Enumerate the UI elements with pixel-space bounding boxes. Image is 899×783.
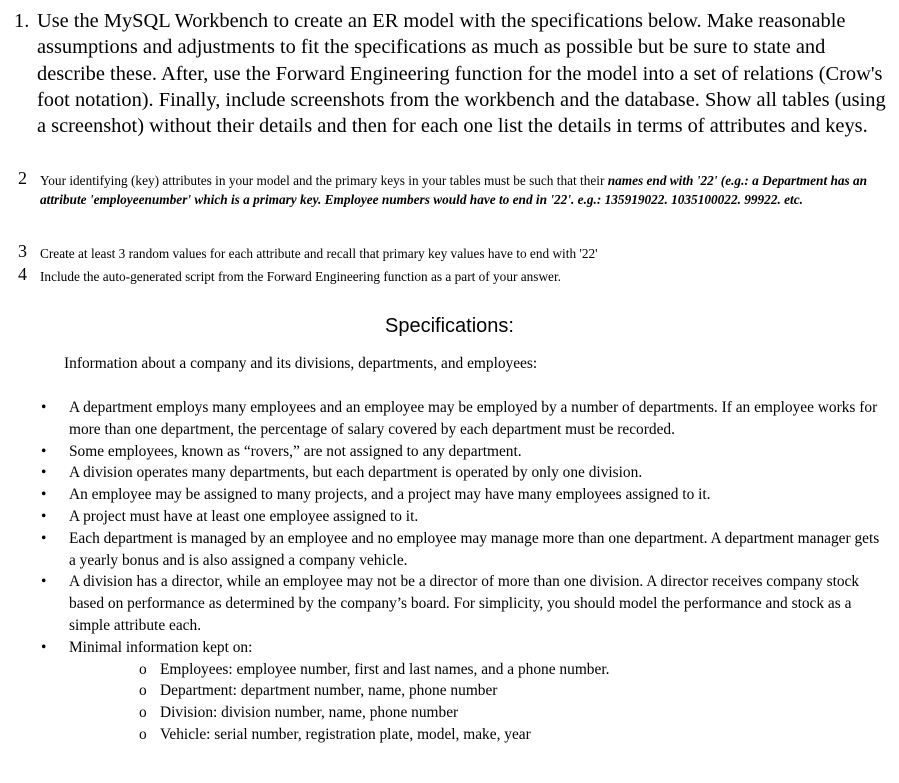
specifications-intro: Information about a company and its divisions, departments, and employees: <box>64 355 538 372</box>
list-item-text: Each department is managed by an employee and no employee may manage more than one department. A department manager gets a yearly bonus and is also assigned a company vehicle. <box>69 529 880 569</box>
bullet-icon: • <box>41 464 47 482</box>
list-item-text: An employee may be assigned to many projects, and a project may have many employees assigned to it. <box>69 486 711 504</box>
sub-list-item-text: Vehicle: serial number, registration plate, model, make, year <box>160 725 531 743</box>
question-3-text: Create at least 3 random values for each attribute and recall that primary key values have to end with '22' <box>40 246 598 261</box>
minimal-info-list <box>69 659 881 746</box>
question-2-text-plain: Your identifying (key) attributes in your model and the primary keys in your tables must be such that their <box>40 173 608 188</box>
question-3 <box>18 241 893 264</box>
sub-list-item <box>69 680 881 702</box>
bullet-icon: • <box>41 638 47 656</box>
list-item <box>41 571 881 636</box>
bullet-icon: • <box>41 399 47 416</box>
list-item-text: A division operates many departments, but each department is operated by only one division. <box>69 464 643 482</box>
list-item-text: A project must have at least one employee assigned to it. <box>69 507 419 525</box>
sub-list-item-text: Department: department number, name, phone number <box>160 682 498 700</box>
question-4-number: 4 <box>18 264 27 284</box>
question-2-text <box>40 172 893 209</box>
bullet-icon: • <box>41 507 47 525</box>
list-item <box>41 441 881 463</box>
question-2 <box>18 168 893 209</box>
sub-list-item-text: Division: division number, name, phone number <box>160 704 459 722</box>
sub-list-item <box>69 724 881 746</box>
bullet-icon: • <box>41 573 47 591</box>
question-1-number: 1. <box>14 10 30 32</box>
bullet-icon: • <box>41 442 47 460</box>
list-item <box>41 506 881 528</box>
bullet-icon: • <box>41 486 47 504</box>
circle-bullet-icon: o <box>139 660 147 678</box>
list-item-text: A division has a director, while an employee may not be a director of more than one division. A director receives company stock based on performance as determined by the company’s board. For simplicity, you should model the performance and stock as a simple attribute each. <box>69 573 860 634</box>
bullet-icon: • <box>41 529 47 547</box>
question-2-text-emphasis: names end with '22' (e.g.: a Department has an attribute 'employeenumber' which is a primary key. Employee numbers would have to end in '22'. e.g.: 135919022. 1035100022. 99922. etc. <box>40 173 868 207</box>
list-item-text: Minimal information kept on: <box>69 638 253 656</box>
specifications-title: Specifications: <box>385 315 514 337</box>
list-item-text: A department employs many employees and an employee may be employed by a number of departments. If an employee works for more than one department, the percentage of salary covered by each department must be recorded. <box>69 399 878 438</box>
list-item <box>41 528 881 572</box>
list-item-text: Some employees, known as “rovers,” are not assigned to any department. <box>69 442 522 460</box>
question-2-number: 2 <box>18 168 27 188</box>
circle-bullet-icon: o <box>139 725 147 743</box>
question-4 <box>18 264 893 287</box>
circle-bullet-icon: o <box>139 682 147 700</box>
question-1-text: Use the MySQL Workbench to create an ER model with the specifications below. Make reasonable assumptions and adjustments to fit the specifications as much as possible but be sure to state and describe these. After, use the Forward Engineering function for the model into a set of relations (Crow's foot notation). Finally, include screenshots from the workbench and the database. Show all tables (using a screenshot) without their details and then for each one list the details in terms of attributes and keys. <box>37 10 886 138</box>
sub-list-item <box>69 702 881 724</box>
question-3-number: 3 <box>18 241 27 261</box>
question-1 <box>14 8 894 139</box>
sub-list-item <box>69 659 881 681</box>
circle-bullet-icon: o <box>139 704 147 722</box>
list-item <box>41 484 881 506</box>
list-item <box>41 397 881 441</box>
question-4-text: Include the auto-generated script from the Forward Engineering function as a part of your answer. <box>40 269 561 284</box>
sub-list-item-text: Employees: employee number, first and last names, and a phone number. <box>160 660 610 678</box>
list-item <box>41 637 881 746</box>
list-item <box>41 462 881 484</box>
specifications-list <box>41 397 881 746</box>
